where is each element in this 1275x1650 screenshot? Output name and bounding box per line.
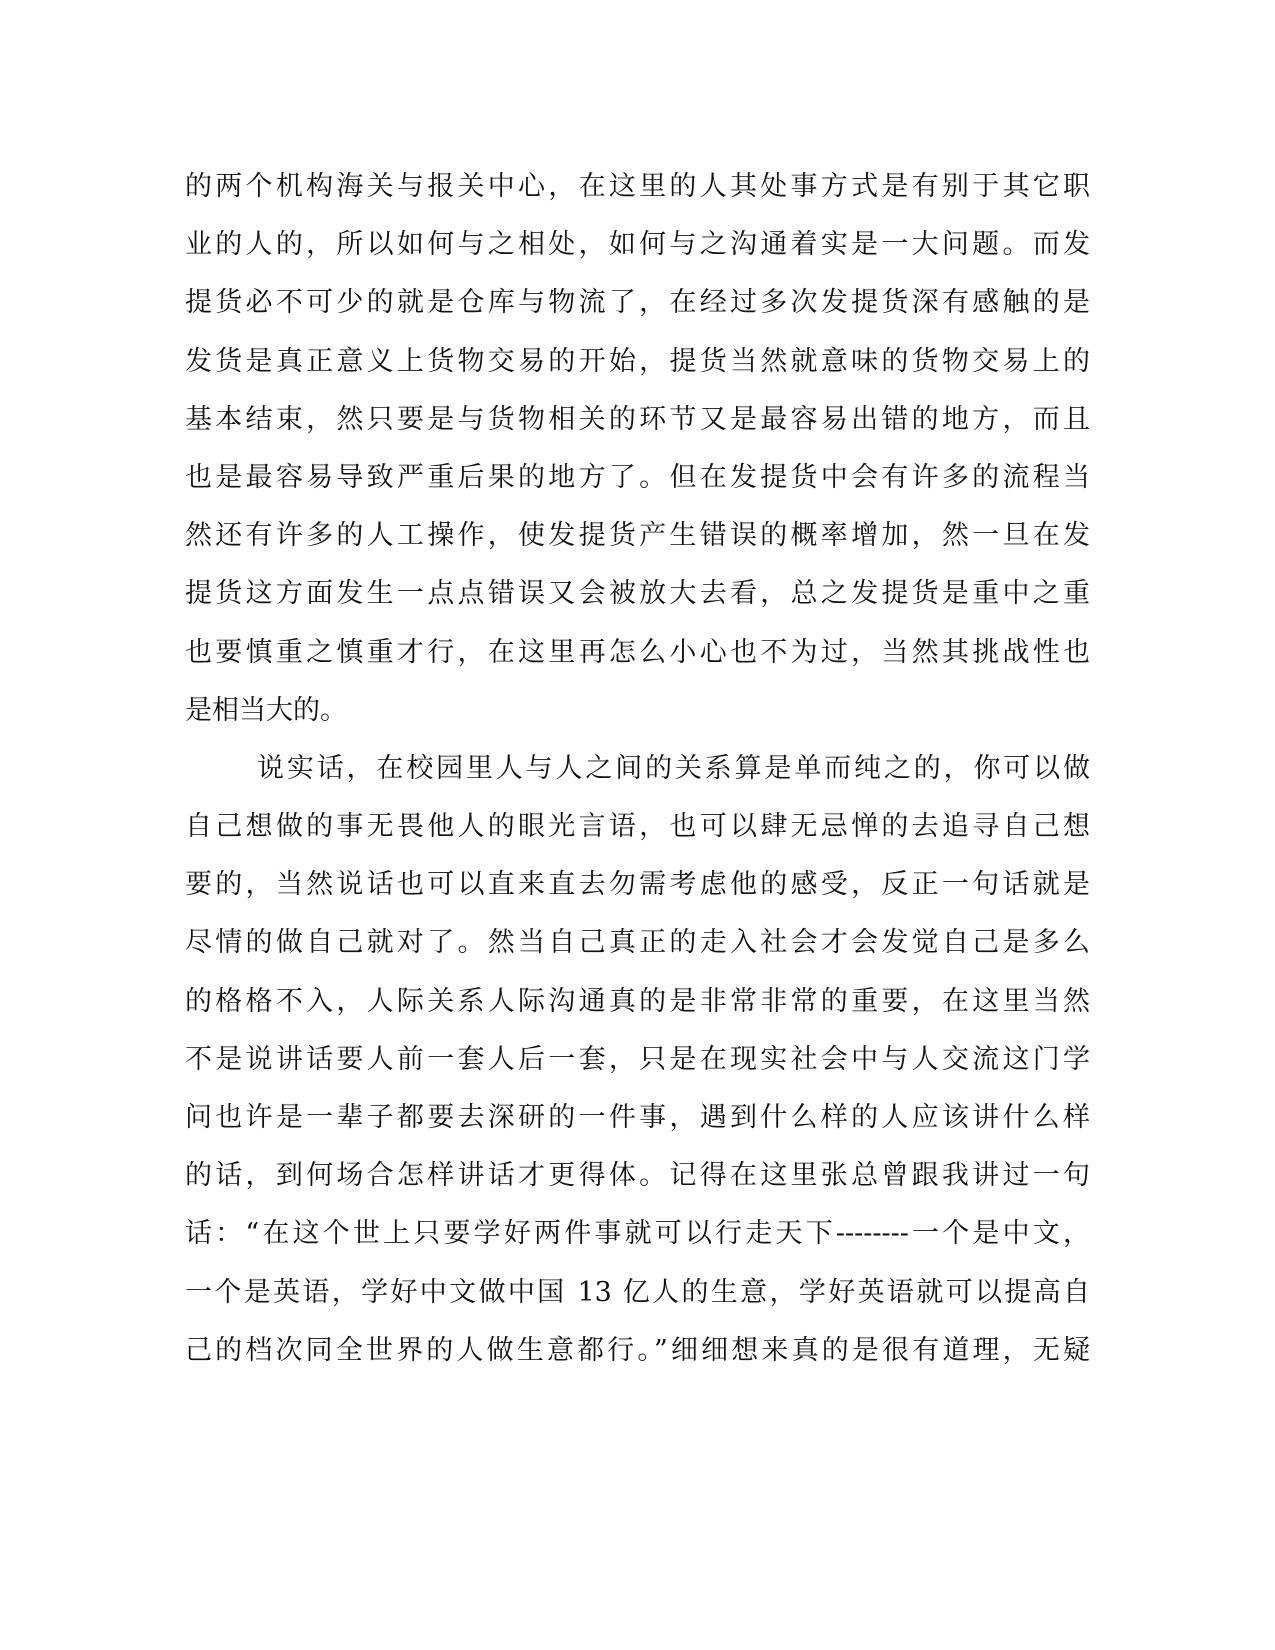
text-line-2: 业的人的，所以如何与之相处，如何与之沟通着实是一大问题。而发 xyxy=(185,229,1090,261)
text-line-7: 然还有许多的人工操作，使发提货产生错误的概率增加，然一旦在发 xyxy=(185,520,1090,552)
text-line-18: 的话，到何场合怎样讲话才更得体。记得在这里张总曾跟我讲过一句 xyxy=(185,1160,1090,1192)
text-line-10: 是相当大的。 xyxy=(185,694,347,726)
body-text xyxy=(185,158,1090,1380)
text-line-6: 也是最容易导致严重后果的地方了。但在发提货中会有许多的流程当 xyxy=(185,461,1090,493)
text-line-3: 提货必不可少的就是仓库与物流了，在经过多次发提货深有感触的是 xyxy=(185,287,1090,319)
text-line-17: 问也许是一辈子都要去深研的一件事，遇到什么样的人应该讲什么样 xyxy=(185,1102,1090,1133)
text-line-5: 基本结束，然只要是与货物相关的环节又是最容易出错的地方，而且 xyxy=(185,403,1090,435)
text-line-16: 不是说讲话要人前一套人后一套，只是在现实社会中与人交流这门学 xyxy=(185,1043,1090,1075)
text-line-11: 说实话，在校园里人与人之间的关系算是单而纯之的，你可以做 xyxy=(257,752,1090,784)
text-line-12: 自己想做的事无畏他人的眼光言语，也可以肆无忌惮的去追寻自己想 xyxy=(185,811,1090,843)
text-line-19: 话：“在这个世上只要学好两件事就可以行走天下--------一个是中文， xyxy=(185,1218,1090,1250)
text-line-13: 要的，当然说话也可以直来直去勿需考虑他的感受，反正一句话就是 xyxy=(185,869,1090,901)
text-line-8: 提货这方面发生一点点错误又会被放大去看，总之发提货是重中之重 xyxy=(185,578,1090,610)
text-line-1: 的两个机构海关与报关中心，在这里的人其处事方式是有别于其它职 xyxy=(185,171,1090,202)
text-line-15: 的格格不入，人际关系人际沟通真的是非常非常的重要，在这里当然 xyxy=(185,985,1090,1017)
text-line-9: 也要慎重之慎重才行，在这里再怎么小心也不为过，当然其挑战性也 xyxy=(185,636,1090,668)
text-line-20: 一个是英语，学好中文做中国 13 亿人的生意，学好英语就可以提高自 xyxy=(185,1276,1090,1308)
text-line-14: 尽情的做自己就对了。然当自己真正的走入社会才会发觉自己是多么 xyxy=(185,927,1090,959)
text-line-21: 己的档次同全世界的人做生意都行。”细细想来真的是很有道理，无疑 xyxy=(185,1334,1090,1366)
text-line-4: 发货是真正意义上货物交易的开始，提货当然就意味的货物交易上的 xyxy=(185,345,1090,377)
